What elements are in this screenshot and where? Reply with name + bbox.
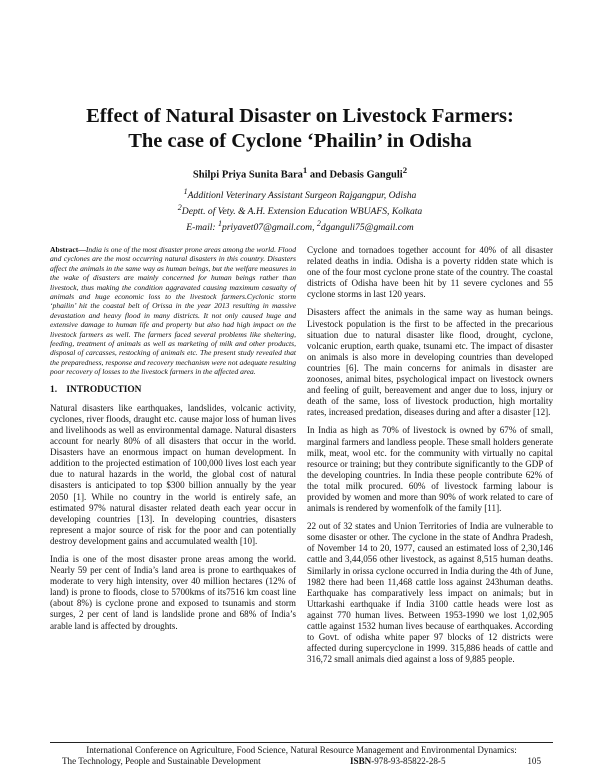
paragraph: Disasters affect the animals in the same way as human beings. Livestock population is the first to be affected in the precarious situation due to natural disaster like flood, drought, cyclone, volcanic eruption, earth quake, tsunami etc. The impact of disaster on animals is also more in developing countries than developed countries [6]. The main concerns for animals in disaster are zoonoses, animal bites, psychological impact on livestock owners and feeling of guilt, bereavement and anger due to loss, injury or death of the same, loss of livestock production, high mortality rates, increased predation, diseases during and after a disaster [12]. [307,307,553,418]
footer-line-2 [50,756,553,768]
email-2: dganguli75@gmail.com [320,221,414,233]
isbn-label: ISBN [350,756,372,767]
affiliation-2-text: Deptt. of Vety. & A.H. Extension Education WBUAFS, Kolkata [181,205,423,217]
paper-title [40,104,560,154]
abstract-text: India is one of the most disaster prone areas among the world. Flood and cyclones are the most occurring natural disasters in this country. Disasters affect the animals in the same way as human beings, but the welfare measures in the wake of disasters are mainly concerned for human beings rather than livestock, thus making the condition aggravated causing maximum casualty of animals and huge economic loss to the livestock farmers.Cyclonic storm ‘phailin’ hit the coastal belt of Orissa in the year 2013 resulting in massive devastation and heavy flood in many districts. It not only caused huge and extensive damage to human life and property but also had high impact on the livestock farmers as well. The farmers faced several problems like sheltering, feeding, treatment of animals as well as marketing of milk and other products, disposal of carcasses, restocking of animals etc. The present study revealed that the preparedness, response and recovery mechanism were not adequate resulting poor recovery of losses to the livestock farmers in the affected area. [50,245,297,377]
email-line [40,218,560,234]
author-1-sup: 1 [302,165,308,175]
paragraph: In India as high as 70% of livestock is owned by 67% of small, marginal farmers and landless people. These small holders generate milk, meat, wool etc. for the community with virtually no capital resource or training; but they contribute significantly to the GDP of the developing countries. In India these people contribute 62% of the total milk procured. 60% of livestock farming labour is provided by women and more than 90% of work related to care of animals is rendered by womenfolk of the family [11]. [307,425,553,514]
author-2-sup: 2 [402,165,408,175]
email-prefix: E-mail: [186,221,219,233]
affiliation-2-sup: 2 [177,202,182,212]
abstract [50,245,296,377]
left-column [50,245,296,639]
page-footer [50,742,553,768]
affiliations [40,186,560,233]
paragraph: 22 out of 32 states and Union Territories of India are vulnerable to some disaster or other. The cyclone in the state of Andhra Pradesh, of November 14 to 20, 1977, caused an estimated loss of 2,30,146 cattle and 3,44,056 other livestock, as against 8,515 human deaths. Similarly in orissa cyclone occurred in India during the 4th of June, 1982 there had been 11,468 cattle loss against 243human deaths. Earthquake has comparatively less impact on animals; but in Uttarkashi earthquake if India 3100 cattle heads were lost as against 770 human lives. Between 1953-1990 we lost 1,02,905 cattle against 1532 human lives because of earthquakes. According to Govt. of odisha white paper 97 blocks of 12 districts were affected during supercyclone in 1999. 315,886 heads of cattle and 316,72 small animals died against a loss of 9,885 people. [307,521,553,665]
abstract-label: Abstract— [50,245,86,254]
page-number: 105 [527,756,541,767]
paragraph: Cyclone and tornadoes together account for 40% of all disaster related deaths in india. Odisha is a poverty ridden state which is one of the four most cyclone prone state of the country. The coastal districts of Odisha have been hit by 11 severe cyclones and 55 cyclone storms in last 120 years. [307,245,553,300]
affiliation-1-text: Additionl Veterinary Assistant Surgeon Rajgangpur, Odisha [187,190,417,202]
conference-name: International Conference on Agriculture, Food Science, Natural Resource Management and Environmental Dynamics: [86,745,517,755]
author-2: Debasis Ganguli [329,169,403,181]
isbn [350,756,446,767]
email-1: priyavet07@gmail.com, [222,221,317,233]
paragraph: Natural disasters like earthquakes, landslides, volcanic activity, cyclones, river floods, draught etc. cause major loss of human lives and livelihoods as well as environmental damage. Natural disasters account for nearly 80% of all disasters that occur in the world. Disasters have an enormous impact on human development. In addition to the projected estimation of 100,000 lives lost each year due to natural hazards in the world, the global cost of natural disasters is anticipated to top $300 billion annually by the year 2050 [1]. While no country in the world is entirely safe, an estimated 97% natural disaster related death each year occur in developing countries [13]. In developing countries, disasters represent a major source of risk for the poor and can potentially destroy development gains and accumulated wealth [10]. [50,402,296,546]
section-heading-introduction: 1. INTRODUCTION [50,384,142,395]
affiliation-2 [40,202,560,218]
conference-subtitle: The Technology, People and Sustainable Development [62,756,261,767]
title-line-1: Effect of Natural Disaster on Livestock Farmers: [86,105,514,127]
footer-rule [50,742,553,743]
author-list [40,165,560,181]
affiliation-1-sup: 1 [183,187,188,196]
title-line-2: The case of Cyclone ‘Phailin’ in Odisha [128,130,472,152]
email-1-sup: 1 [218,218,223,228]
right-column [307,245,553,672]
author-conjunction: and [307,169,330,181]
isbn-value: -978-93-85822-28-5 [371,756,446,767]
paragraph: India is one of the most disaster prone areas among the world. Nearly 59 per cent of India’s land area is prone to earthquakes of moderate to very high intensity, over 40 million hectares (12% of land) is prone to floods, close to 5700kms of its7516 km coast line (about 8%) is cyclone prone and exposed to tsunamis and storm surges, 2 per cent of land is landslide prone and 68% of India’s arable land is affected by droughts. [50,554,296,631]
email-2-sup: 2 [316,218,321,228]
affiliation-1 [40,186,560,202]
author-1: Shilpi Priya Sunita Bara [192,169,303,181]
